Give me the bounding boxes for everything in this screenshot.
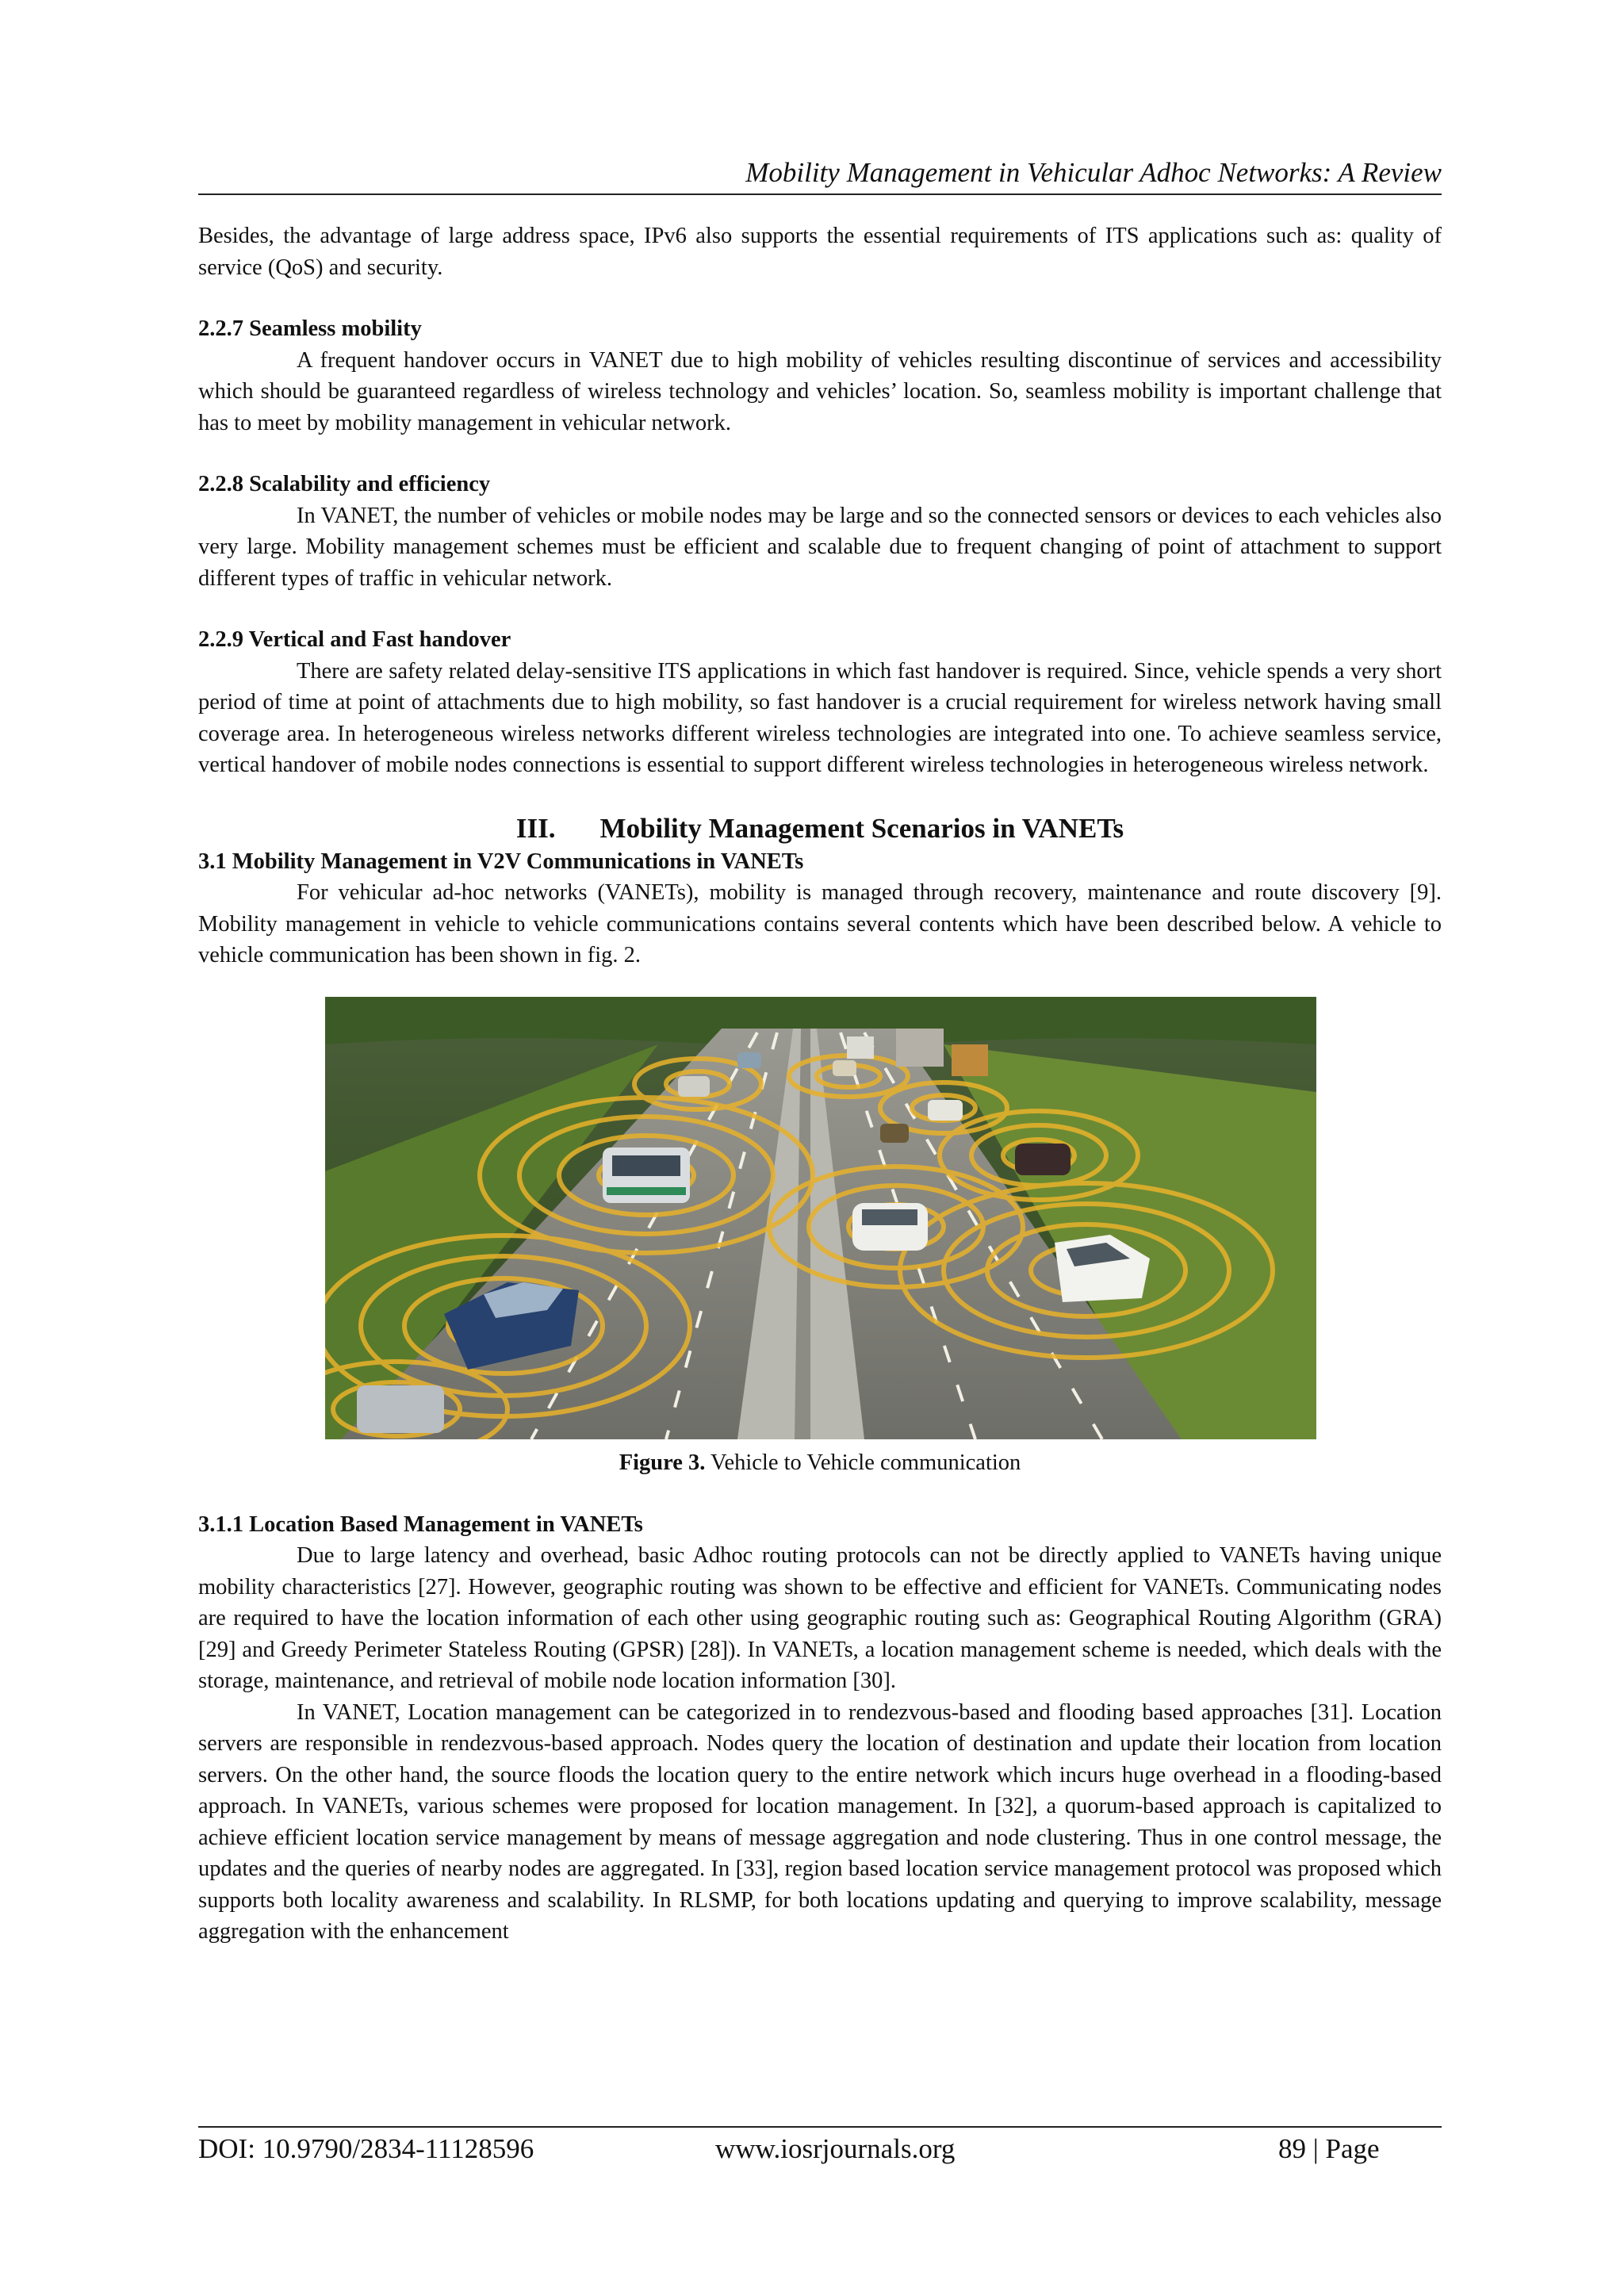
intro-paragraph: Besides, the advantage of large address space, IPv6 also supports the essential requirements of ITS applications such as: quality of service (QoS) and security. — [198, 224, 1442, 280]
footer-rule — [198, 2126, 1442, 2128]
heading-3-1-1: 3.1.1 Location Based Management in VANETs — [198, 1511, 643, 1537]
figure-3 — [198, 997, 1442, 1439]
footer-page-number: 89 | Page — [1278, 2133, 1380, 2164]
paragraph-2-2-8: In VANET, the number of vehicles or mobile nodes may be large and so the connected sensors or devices to each vehicles also very large. Mobility management schemes must be efficient and scalable due to frequent changing of point of attachment to support different types of traffic in vehicular network. — [198, 503, 1442, 591]
heading-2-2-7: 2.2.7 Seamless mobility — [198, 316, 422, 341]
section-3-heading — [198, 811, 1442, 846]
paragraph-2-2-7: A frequent handover occurs in VANET due to high mobility of vehicles resulting discontinue of services and accessibility which should be guaranteed regardless of wireless technology and vehicles’ location. So, seamless mobility is important challenge that has to meet by mobility management in vehicular network. — [198, 347, 1442, 435]
figure-label: Figure 3. — [619, 1450, 706, 1475]
paragraph-3-1-1-a: Due to large latency and overhead, basic Adhoc routing protocols can not be directly applied to VANETs having unique mobility characteristics [27]. However, geographic routing was shown to be effective and efficient for VANETs. Communicating nodes are required to have the location information of each other using geographic routing such as: Geographical Routing Algorithm (GRA) [29] and Greedy Perimeter Stateless Routing (GPSR) [28]). In VANETs, a location management scheme is needed, which deals with the storage, maintenance, and retrieval of mobile node location information [30]. — [198, 1543, 1442, 1693]
page-body — [198, 220, 1442, 1948]
footer-website: www.iosrjournals.org — [715, 2133, 956, 2164]
vehicle-white-car-1 — [852, 1203, 928, 1251]
figure-caption — [198, 1447, 1442, 1479]
running-header: Mobility Management in Vehicular Adhoc Networks: A Review — [745, 157, 1442, 188]
section-3-number: III. — [515, 812, 556, 844]
header-rule — [198, 193, 1442, 195]
heading-2-2-9: 2.2.9 Vertical and Fast handover — [198, 627, 511, 652]
footer-doi: DOI: 10.9790/2834-11128596 — [198, 2133, 534, 2164]
section-3-title: Mobility Management Scenarios in VANETs — [599, 812, 1124, 844]
heading-2-2-8: 2.2.8 Scalability and efficiency — [198, 472, 491, 496]
paragraph-3-1-1-b: In VANET, Location management can be categorized in to rendezvous-based and flooding based approaches [31]. Location servers are responsible in rendezvous-based approach. Nodes query the location of destination and update their location from location servers. On the other hand, the source floods the location query to the entire network which incurs huge overhead in a flooding-based approach. In VANETs, various schemes were proposed for location management. In [32], a quorum-based approach is capitalized to achieve efficient location service management by means of message aggregation and node clustering. Thus in one control message, the updates and the queries of nearby nodes are aggregated. In [33], region based location service management protocol was proposed which supports both locality awareness and scalability. In RLSMP, for both locations updating and querying to improve scalability, message aggregation with the enhancement — [198, 1699, 1442, 1944]
figure-caption-text: Vehicle to Vehicle communication — [710, 1450, 1021, 1475]
paragraph-2-2-9: There are safety related delay-sensitive ITS applications in which fast handover is required. Since, vehicle spends a very short period of time at point of attachments due to high mobility, so fast handover is a crucial requirement for wireless network having small coverage area. In heterogeneous wireless networks different wireless technologies are integrated into one. To achieve seamless service, vertical handover of mobile nodes connections is essential to support different wireless technologies in heterogeneous wireless network. — [198, 658, 1442, 777]
vehicle-bus — [603, 1148, 690, 1203]
vehicle-dark-car — [1015, 1144, 1071, 1175]
paragraph-3-1: For vehicular ad-hoc networks (VANETs), mobility is managed through recovery, maintenance and route discovery [9]. Mobility management in vehicle to vehicle communications contains several contents which have been described below. A vehicle to vehicle communication has been shown in fig. 2. — [198, 880, 1442, 967]
paper-page — [198, 0, 1442, 2295]
v2v-highway-illustration — [325, 997, 1316, 1439]
heading-3-1: 3.1 Mobility Management in V2V Communications in VANETs — [198, 849, 804, 874]
